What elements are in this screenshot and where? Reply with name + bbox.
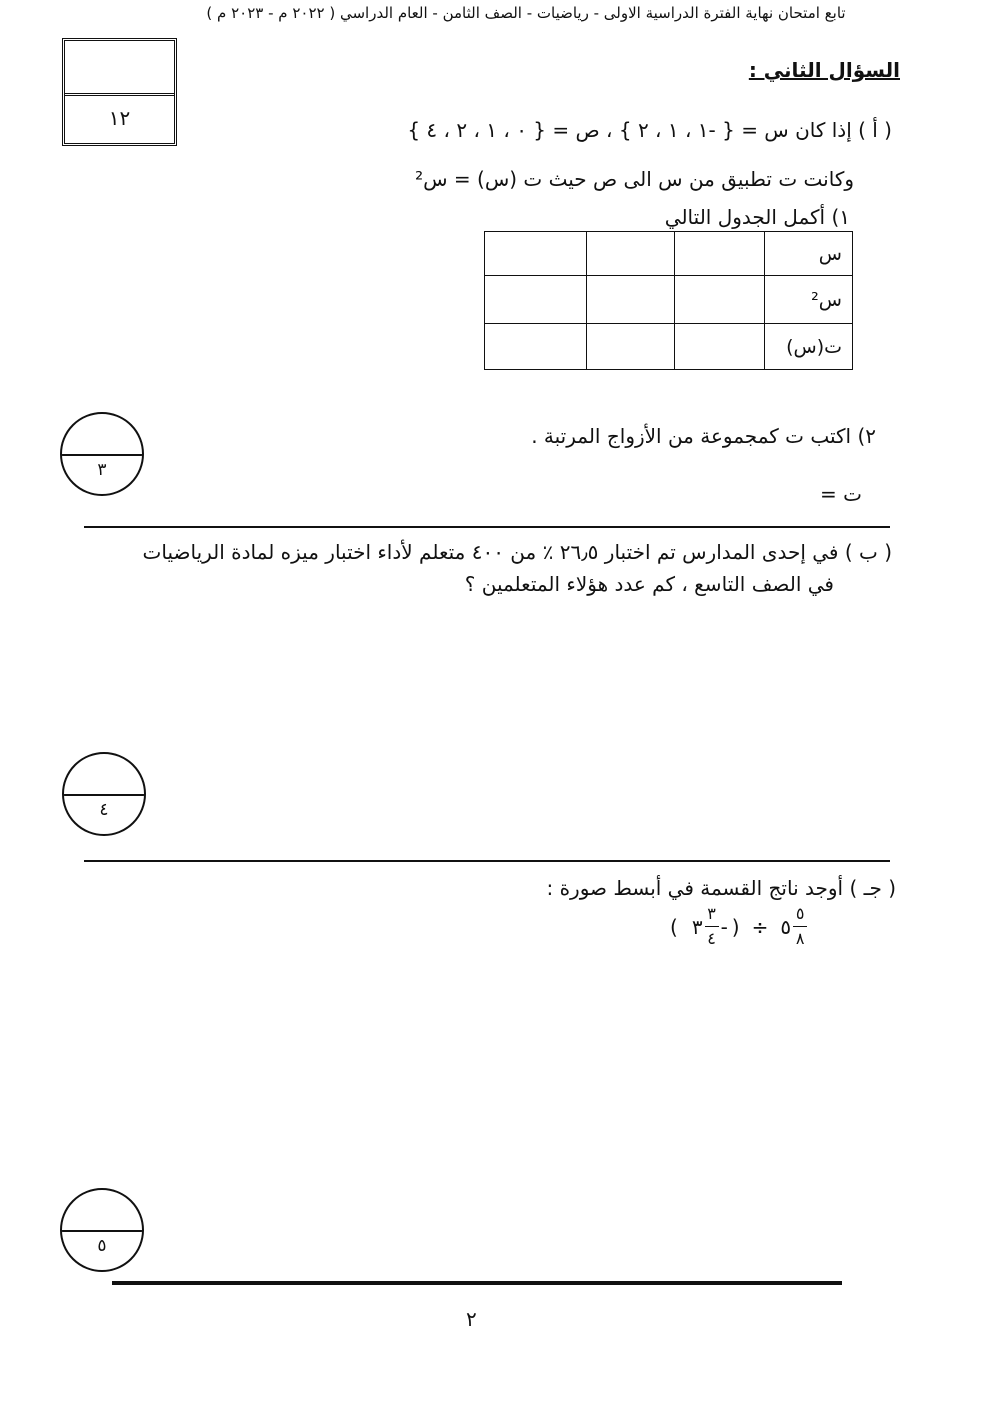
score-entry-cell[interactable] bbox=[65, 41, 174, 96]
part-b-line-1: ( ب ) في إحدى المدارس تم اختبار ٢٦٫٥ ٪ من ٤٠٠ متعلم لأداء اختبار ميزه لمادة الرياضيات bbox=[142, 540, 892, 564]
fraction-bar bbox=[705, 926, 719, 927]
whole-part-2: ٥ bbox=[780, 914, 792, 939]
exam-header: تابع امتحان نهاية الفترة الدراسية الاولى - رياضيات - الصف الثامن - العام الدراسي ( ٢٠٢٢ م - ٢٠٢٣ م ) bbox=[206, 4, 846, 22]
answer-label: ت = bbox=[820, 482, 862, 506]
page-number: ٢ bbox=[466, 1307, 477, 1331]
fraction-bar bbox=[793, 926, 807, 927]
close-paren: ) bbox=[731, 914, 740, 939]
row-label-x-squared: س² bbox=[765, 276, 853, 324]
table-cell[interactable] bbox=[485, 232, 587, 276]
minus-sign: - bbox=[720, 914, 728, 939]
division-expression bbox=[670, 906, 809, 947]
part-a-score-circle bbox=[60, 412, 144, 496]
section-divider bbox=[84, 860, 890, 862]
footer-divider bbox=[112, 1281, 842, 1285]
total-score-box bbox=[62, 38, 177, 146]
table-cell[interactable] bbox=[485, 276, 587, 324]
table-cell[interactable] bbox=[675, 324, 765, 370]
row-label-t-of-x: ت(س) bbox=[765, 324, 853, 370]
question-title: السؤال الثاني : bbox=[748, 58, 900, 82]
table-cell[interactable] bbox=[587, 276, 675, 324]
total-score-value: ١٢ bbox=[108, 106, 131, 130]
table-cell[interactable] bbox=[675, 232, 765, 276]
part-a-step-2: ٢) اكتب ت كمجموعة من الأزواج المرتبة . bbox=[531, 424, 876, 448]
table-row bbox=[485, 324, 853, 370]
denominator-1: ٤ bbox=[707, 929, 716, 948]
table-row bbox=[485, 276, 853, 324]
part-b-line-2: في الصف التاسع ، كم عدد هؤلاء المتعلمين ؟ bbox=[464, 572, 834, 596]
part-c-score: ٥ bbox=[97, 1236, 107, 1256]
numerator-2: ٥ bbox=[795, 904, 805, 923]
mapping-table bbox=[484, 231, 853, 370]
score-entry-cell[interactable] bbox=[62, 1190, 142, 1232]
fraction-1 bbox=[705, 906, 719, 947]
divide-sign: ÷ bbox=[751, 914, 769, 939]
whole-part-1: ٣ bbox=[691, 914, 703, 939]
table-cell[interactable] bbox=[485, 324, 587, 370]
row-label-x: س bbox=[765, 232, 853, 276]
part-b-score: ٤ bbox=[99, 800, 109, 820]
score-entry-cell[interactable] bbox=[62, 414, 142, 456]
part-a-line-2: وكانت ت تطبيق من س الى ص حيث ت (س) = س² bbox=[415, 167, 854, 191]
open-paren: ( bbox=[670, 914, 678, 939]
part-c-line-1: ( جـ ) أوجد ناتج القسمة في أبسط صورة : bbox=[546, 876, 896, 900]
part-a-line-1: ( أ ) إذا كان س = { -١ ، ١ ، ٢ } ، ص = { ٠ ، ١ ، ٢ ، ٤ } bbox=[407, 118, 892, 142]
score-entry-cell[interactable] bbox=[64, 754, 144, 796]
section-divider bbox=[84, 526, 890, 528]
part-a-step-1: ١) أكمل الجدول التالي bbox=[664, 205, 850, 229]
table-row bbox=[485, 232, 853, 276]
denominator-2: ٨ bbox=[795, 929, 805, 948]
part-c-score-circle bbox=[60, 1188, 144, 1272]
fraction-2 bbox=[793, 906, 807, 947]
part-b-score-circle bbox=[62, 752, 146, 836]
table-cell[interactable] bbox=[587, 324, 675, 370]
table-cell[interactable] bbox=[675, 276, 765, 324]
numerator-1: ٣ bbox=[707, 904, 716, 923]
table-cell[interactable] bbox=[587, 232, 675, 276]
part-a-score: ٣ bbox=[97, 460, 107, 480]
